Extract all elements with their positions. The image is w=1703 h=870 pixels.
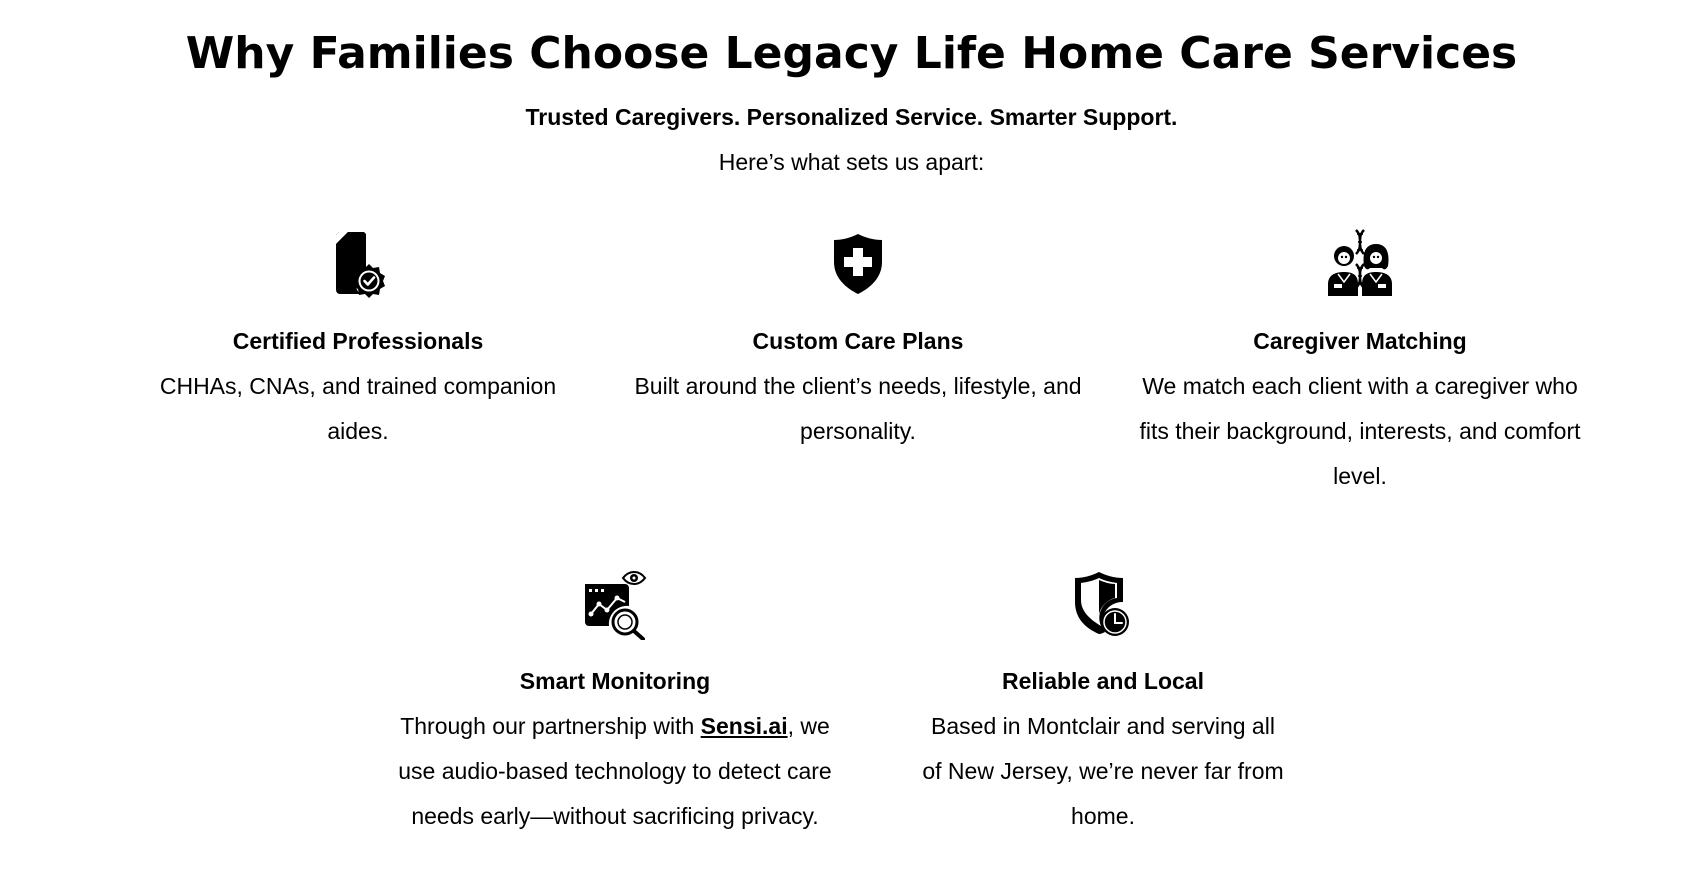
- medical-shield-icon: [630, 228, 1086, 300]
- shield-clock-icon: [920, 568, 1286, 640]
- page-subtitle: Trusted Caregivers. Personalized Service. Smarter Support.: [525, 104, 1178, 130]
- page-title: Why Families Choose Legacy Life Home Care Services: [185, 28, 1518, 79]
- feature-certified-professionals: [158, 228, 558, 508]
- feature-description: We match each client with a caregiver who fits their background, interests, and comfort level.: [1139, 373, 1581, 489]
- feature-description: CHHAs, CNAs, and trained companion aides.: [159, 373, 557, 444]
- description-text: , we use audio-based technology to detect care needs early—without sacrificing privacy.: [398, 713, 832, 829]
- feature-title: Certified Professionals: [232, 328, 484, 354]
- feature-reliable-and-local: [920, 568, 1286, 848]
- certified-document-icon: [158, 228, 558, 300]
- feature-title: Smart Monitoring: [519, 668, 711, 694]
- feature-description: Based in Montclair and serving all of New Jersey, we’re never far from home.: [922, 713, 1284, 829]
- sensi-ai-link[interactable]: Sensi.ai: [700, 713, 788, 739]
- feature-custom-care-plans: [630, 228, 1086, 508]
- people-dna-icon: [1130, 228, 1590, 300]
- feature-smart-monitoring: [380, 568, 850, 848]
- intro-text: Here’s what sets us apart:: [718, 149, 985, 175]
- description-text: Through our partnership with: [400, 713, 701, 739]
- monitoring-analytics-icon: [380, 568, 850, 640]
- feature-caregiver-matching: [1130, 228, 1590, 508]
- feature-description: Built around the client’s needs, lifestyle, and personality.: [634, 373, 1082, 444]
- feature-description: [380, 704, 850, 839]
- feature-title: Custom Care Plans: [752, 328, 964, 354]
- feature-title: Reliable and Local: [1002, 668, 1204, 694]
- feature-title: Caregiver Matching: [1253, 328, 1467, 354]
